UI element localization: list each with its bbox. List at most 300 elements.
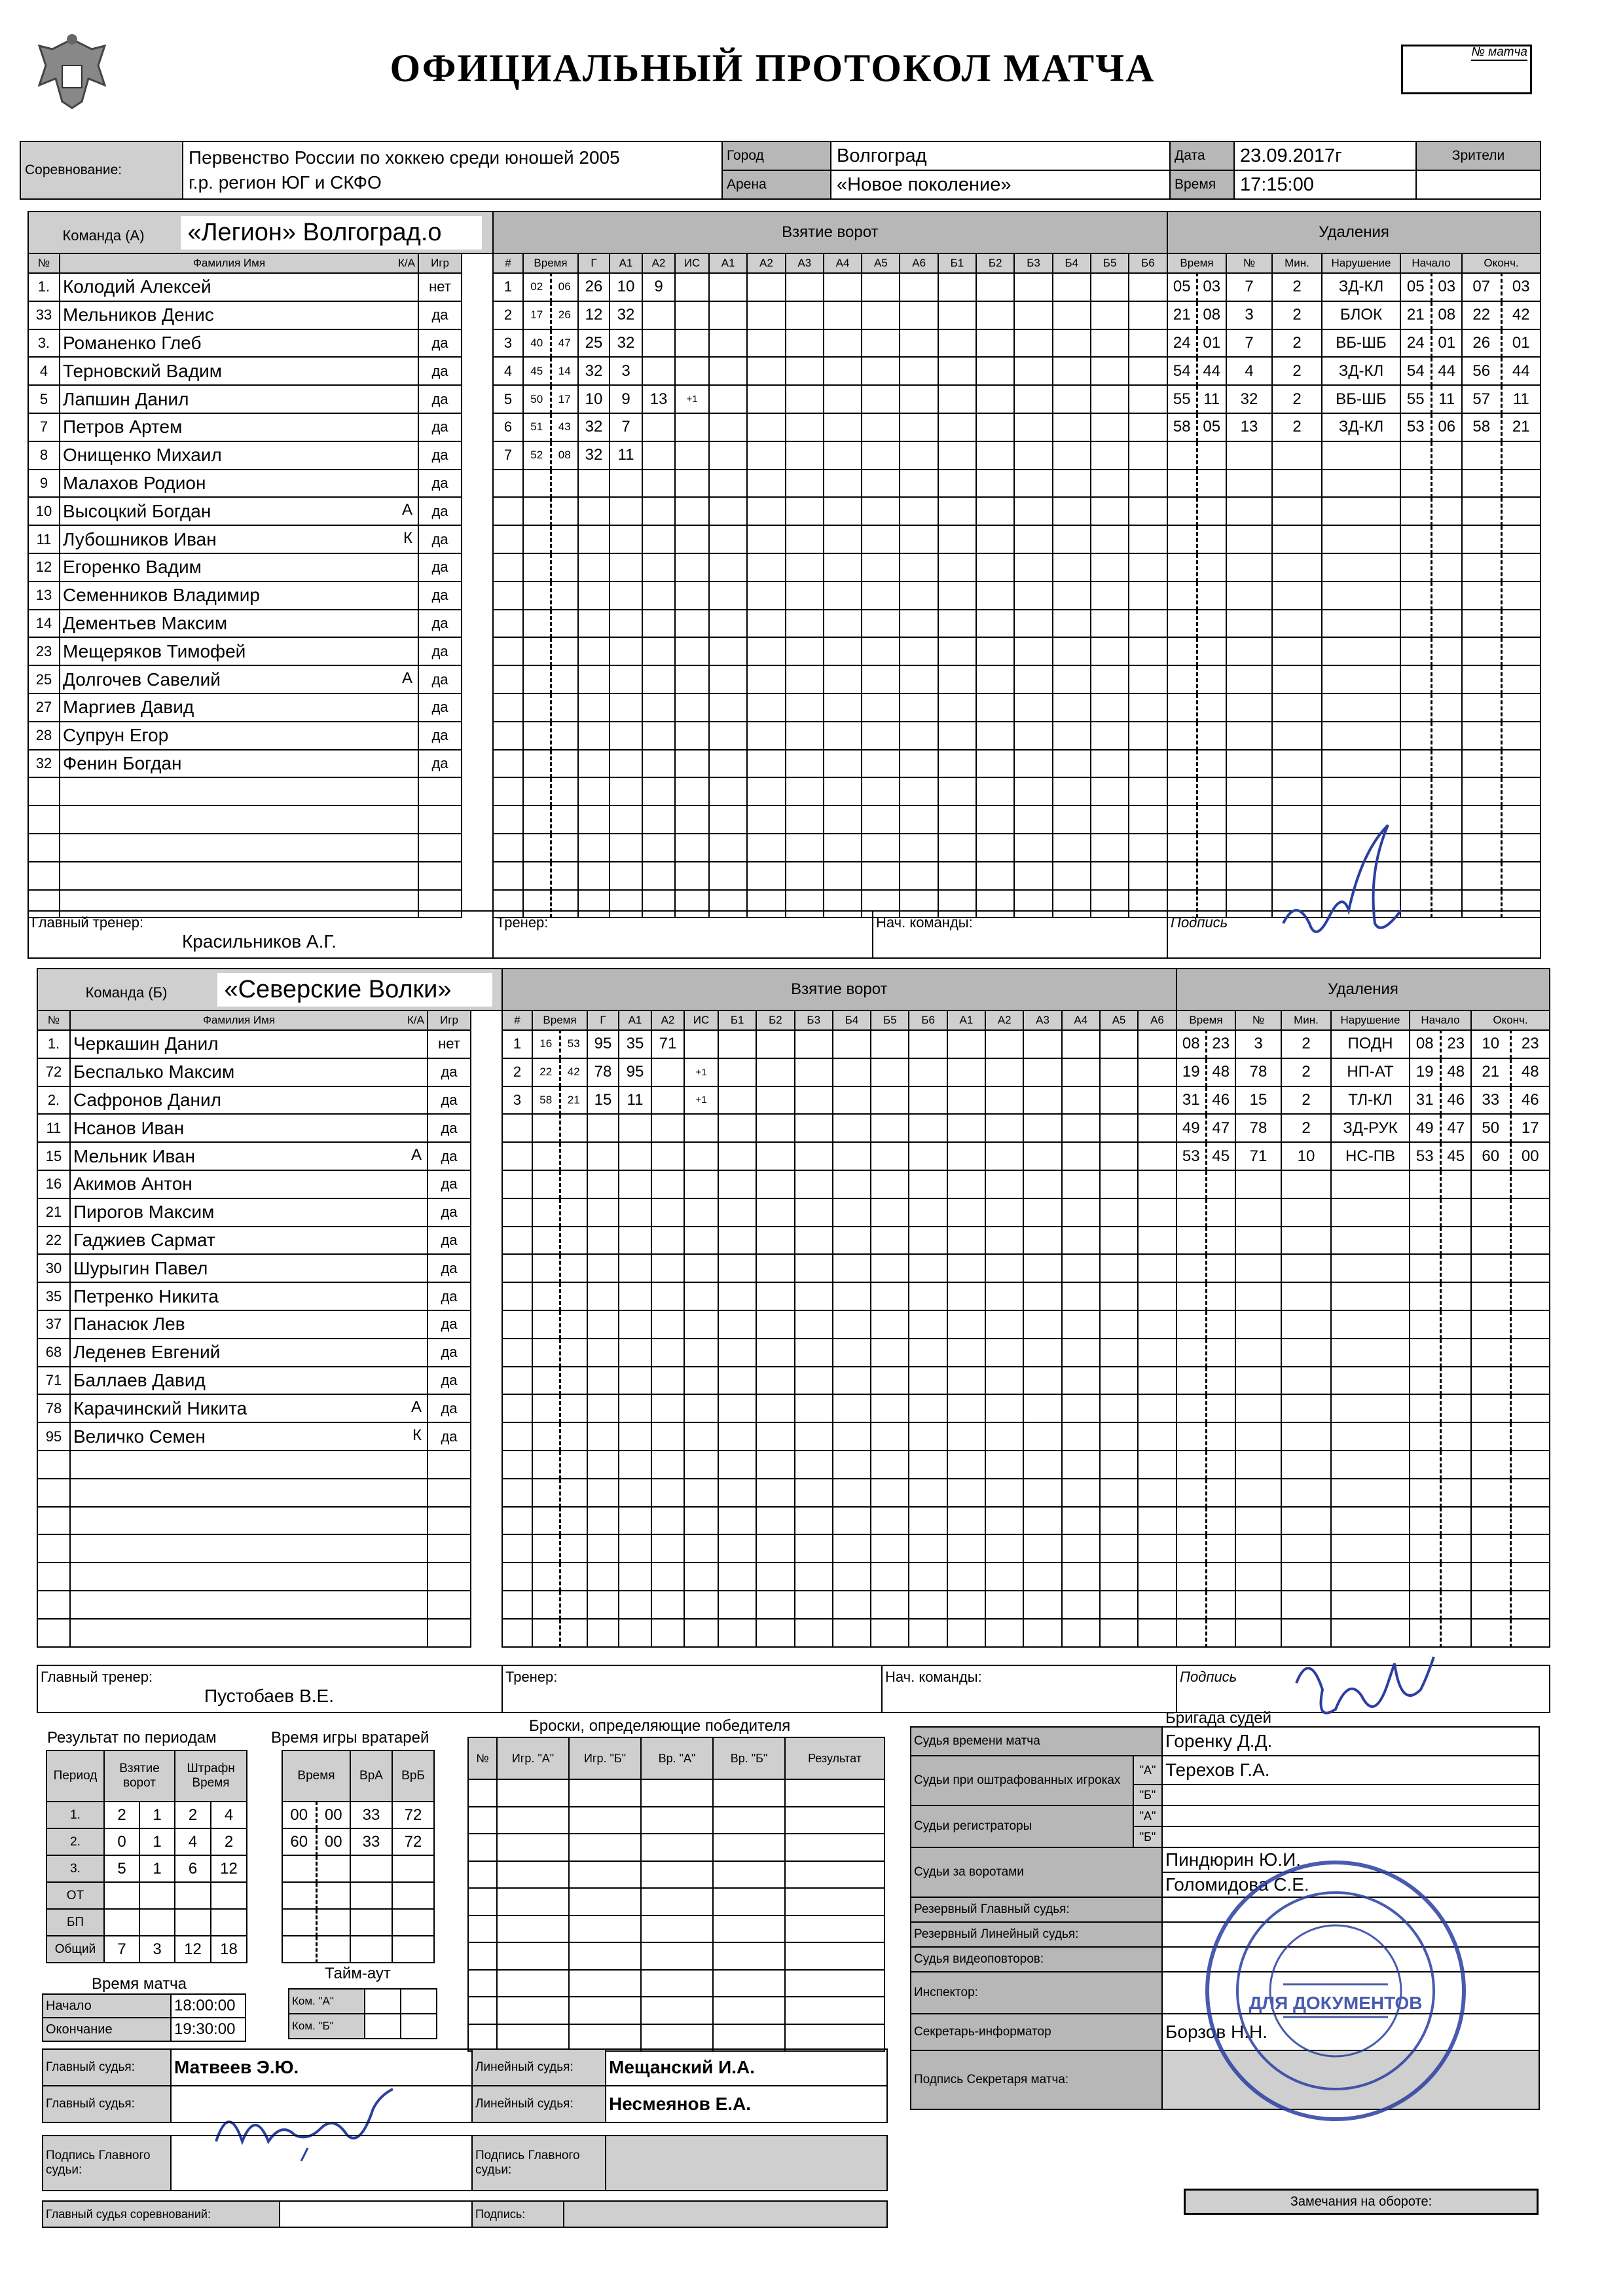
goal-extra-cell <box>1091 610 1129 638</box>
pen-infraction: НС-ПВ <box>1331 1142 1410 1170</box>
goal-extra-cell <box>833 1534 871 1563</box>
goal-assist-2 <box>642 441 675 470</box>
pen-minutes <box>1281 1282 1331 1310</box>
player-number: 8 <box>28 441 60 470</box>
officials-table <box>42 2048 888 2191</box>
pen-time-min <box>1176 1282 1206 1310</box>
shootout-cell <box>785 1834 884 1861</box>
player-played: нет <box>418 273 462 301</box>
timeout-a-sec <box>401 1989 437 2014</box>
pen-minutes <box>1272 497 1322 525</box>
pen-time-sec: 01 <box>1197 329 1226 358</box>
goal-extra-cell <box>756 1086 794 1115</box>
periods-hdr-goals: Взятие ворот <box>104 1750 175 1802</box>
goal-minute: 40 <box>523 329 551 358</box>
goal-extra-cell <box>947 1367 985 1395</box>
goalie-b <box>392 1909 434 1936</box>
shootout-row <box>468 1970 884 1997</box>
player-row <box>37 1282 502 1310</box>
penalty-row <box>1176 1310 1550 1339</box>
pen-player <box>1226 553 1272 582</box>
goal-extra-cell <box>824 413 862 441</box>
goal-second: 06 <box>551 273 578 301</box>
pen-infraction: ВБ-ШБ <box>1322 329 1400 358</box>
pen-start-min <box>1410 1282 1440 1310</box>
goal-extra-cell <box>1091 777 1129 805</box>
goal-extra-cell <box>1053 273 1091 301</box>
goal-situation <box>675 413 709 441</box>
goal-hdr-extra: Б4 <box>1053 253 1091 273</box>
goal-hdr-a1: А1 <box>610 253 642 273</box>
goal-second <box>560 1310 587 1339</box>
pen-infraction <box>1322 470 1400 498</box>
goal-extra-cell <box>756 1198 794 1227</box>
pen-time-min: 53 <box>1176 1142 1206 1170</box>
pen-time-min <box>1167 637 1197 665</box>
goal-minute: 58 <box>532 1086 560 1115</box>
goal-extra-cell <box>862 862 900 890</box>
video-label: Судья видеоповторов: <box>911 1947 1162 1972</box>
pen-minutes: 2 <box>1281 1114 1331 1142</box>
goal-scorer <box>578 497 610 525</box>
pen-time-sec <box>1197 525 1226 553</box>
goal-assist-2 <box>651 1310 684 1339</box>
goal-hdr-is: ИС <box>675 253 709 273</box>
goal-number <box>493 750 523 778</box>
goal-extra-cell <box>1091 385 1129 413</box>
goal-hdr-a1: А1 <box>619 1010 651 1030</box>
period-row <box>46 1882 247 1909</box>
shootout-cell <box>713 1888 785 1916</box>
penalty-judges-label: Судьи при оштрафованных игроках <box>911 1756 1133 1805</box>
goal-extra-cell <box>1023 1170 1061 1198</box>
goal-extra-cell <box>1100 1367 1138 1395</box>
pen-start-sec: 48 <box>1440 1058 1471 1086</box>
goal-assist-1: 3 <box>610 357 642 385</box>
goal-extra-cell <box>756 1030 794 1058</box>
goal-number <box>502 1563 532 1591</box>
goal-extra-cell <box>871 1619 909 1647</box>
goal-situation: +1 <box>684 1086 718 1115</box>
goal-extra-cell <box>871 1507 909 1535</box>
goal-scorer: 32 <box>578 413 610 441</box>
penalty-row <box>1167 385 1541 413</box>
goal-assist-2 <box>642 750 675 778</box>
pen-start-sec: 45 <box>1440 1142 1471 1170</box>
shootout-cell <box>497 1834 569 1861</box>
goal-extra-cell <box>709 301 747 329</box>
pen-end-sec <box>1510 1591 1550 1619</box>
pen-minutes: 2 <box>1272 385 1322 413</box>
team-a-pen-title: Удаления <box>1167 212 1541 253</box>
goal-extra-cell <box>947 1030 985 1058</box>
shootout-cell <box>569 1779 641 1807</box>
period-row <box>46 1936 247 1963</box>
goal-row <box>493 750 1167 778</box>
goal-assist-2 <box>642 470 675 498</box>
shootout-cell <box>569 1997 641 2024</box>
pen-time-min <box>1176 1479 1206 1507</box>
goal-number: 6 <box>493 413 523 441</box>
goal-extra-cell <box>985 1114 1023 1142</box>
goal-extra-cell <box>756 1114 794 1142</box>
goal-extra-cell <box>976 665 1014 694</box>
goal-extra-cell <box>1062 1534 1100 1563</box>
pen-time-sec <box>1197 665 1226 694</box>
penalty-row <box>1176 1227 1550 1255</box>
team-a-sign-label: Подпись <box>1171 914 1228 931</box>
goal-assist-2 <box>651 1339 684 1367</box>
goal-row <box>493 385 1167 413</box>
goal-extra-cell <box>1014 385 1052 413</box>
pen-end-min <box>1471 1563 1510 1591</box>
player-row <box>37 1451 502 1479</box>
pen-time-sec <box>1197 610 1226 638</box>
goal-extra-cell <box>1062 1507 1100 1535</box>
pen-time-min <box>1176 1170 1206 1198</box>
goal-extra-cell <box>1138 1254 1176 1282</box>
goal-second <box>551 805 578 834</box>
player-row <box>28 329 493 358</box>
team-a-head-coach-label: Главный тренер: <box>31 914 144 931</box>
goal-extra-cell <box>1100 1058 1138 1086</box>
penalty-judge-a: Терехов Г.А. <box>1162 1756 1539 1785</box>
pen-start-sec <box>1440 1507 1471 1535</box>
player-name: Карачинский Никита <box>73 1398 247 1418</box>
goal-extra-cell <box>1138 1282 1176 1310</box>
pen-player: 7 <box>1226 329 1272 358</box>
pen-infraction: ТЛ-КЛ <box>1331 1086 1410 1115</box>
pen-minutes <box>1281 1534 1331 1563</box>
pen-minutes <box>1281 1422 1331 1451</box>
goal-extra-cell <box>1129 722 1167 750</box>
goal-extra-cell <box>938 525 976 553</box>
goal-situation <box>684 1422 718 1451</box>
goal-extra-cell <box>709 750 747 778</box>
goal-hdr-g: Г <box>587 1010 619 1030</box>
goal-extra-cell <box>718 1479 756 1507</box>
goal-situation <box>675 750 709 778</box>
scorer-b <box>1162 1826 1539 1847</box>
player-number: 11 <box>37 1114 70 1142</box>
goal-extra-cell <box>786 553 824 582</box>
goal-extra-cell <box>1023 1507 1061 1535</box>
pen-start-min: 31 <box>1410 1086 1440 1115</box>
goal-hdr-extra: А1 <box>947 1010 985 1030</box>
goal-extra-cell <box>833 1198 871 1227</box>
player-name-cell <box>60 329 418 358</box>
player-row <box>37 1030 502 1058</box>
timeout-table <box>288 1988 437 2039</box>
team-b-head-coach-cell <box>37 1665 502 1713</box>
goal-extra-cell <box>909 1086 947 1115</box>
goal-extra-cell <box>1129 777 1167 805</box>
goal-extra-cell <box>1100 1114 1138 1142</box>
goal-scorer <box>587 1310 619 1339</box>
goal-extra-cell <box>1053 525 1091 553</box>
shootout-cell <box>713 1779 785 1807</box>
goal-extra-cell <box>1091 497 1129 525</box>
goal-extra-cell <box>938 329 976 358</box>
goal-extra-cell <box>709 834 747 862</box>
goal-extra-cell <box>871 1254 909 1282</box>
goal-extra-cell <box>756 1254 794 1282</box>
goal-situation <box>684 1227 718 1255</box>
goal-extra-cell <box>709 385 747 413</box>
pen-time-sec <box>1206 1507 1235 1535</box>
team-b-goals-title: Взятие ворот <box>502 969 1176 1010</box>
goal-extra-cell <box>900 413 938 441</box>
pen-start-sec <box>1440 1310 1471 1339</box>
goal-row <box>502 1394 1176 1422</box>
penalty-row <box>1167 722 1541 750</box>
pen-start-min: 49 <box>1410 1114 1440 1142</box>
goal-assist-2 <box>642 777 675 805</box>
pen-end-sec <box>1510 1310 1550 1339</box>
goal-assist-1 <box>619 1254 651 1282</box>
goal-assist-2 <box>651 1563 684 1591</box>
pen-hdr-start: Начало <box>1410 1010 1471 1030</box>
period-goals-a: 7 <box>104 1936 139 1963</box>
player-number: 4 <box>28 357 60 385</box>
period-row <box>46 1855 247 1882</box>
player-played: да <box>418 357 462 385</box>
goal-situation <box>684 1030 718 1058</box>
player-name: Терновский Вадим <box>63 360 223 381</box>
player-row <box>37 1310 502 1339</box>
goal-extra-cell <box>747 777 785 805</box>
goal-extra-cell <box>871 1451 909 1479</box>
goal-extra-cell <box>1014 329 1052 358</box>
pen-time-min <box>1176 1339 1206 1367</box>
penalty-row <box>1176 1422 1550 1451</box>
goal-extra-cell <box>1129 862 1167 890</box>
shootout-cell <box>641 1807 713 1834</box>
goal-extra-cell <box>1129 413 1167 441</box>
pen-time-min: 54 <box>1167 357 1197 385</box>
goal-extra-cell <box>985 1619 1023 1647</box>
goal-second: 47 <box>551 329 578 358</box>
player-name-cell <box>70 1030 428 1058</box>
pen-end-min <box>1462 805 1501 834</box>
pen-time-min <box>1167 665 1197 694</box>
pen-start-min <box>1410 1310 1440 1339</box>
pen-end-sec: 48 <box>1510 1058 1550 1086</box>
timekeeper-value: Горенку Д.Д. <box>1162 1727 1539 1756</box>
goal-extra-cell <box>938 665 976 694</box>
main-referee-1: Матвеев Э.Ю. <box>171 2049 472 2086</box>
penalty-row <box>1176 1170 1550 1198</box>
goal-extra-cell <box>1053 582 1091 610</box>
goal-second: 21 <box>560 1086 587 1115</box>
player-number: 5 <box>28 385 60 413</box>
pen-player <box>1235 1367 1281 1395</box>
player-number: 13 <box>28 582 60 610</box>
pen-end-sec <box>1510 1619 1550 1647</box>
goal-number: 3 <box>502 1086 532 1115</box>
goal-extra-cell <box>976 610 1014 638</box>
goal-situation <box>684 1170 718 1198</box>
goal-situation: +1 <box>684 1058 718 1086</box>
shootout-cell <box>641 1779 713 1807</box>
goal-assist-2 <box>642 301 675 329</box>
info-table <box>20 141 1541 200</box>
pen-player <box>1235 1422 1281 1451</box>
pen-player: 32 <box>1226 385 1272 413</box>
goal-extra-cell <box>833 1591 871 1619</box>
pen-minutes <box>1272 582 1322 610</box>
pen-time-min <box>1176 1534 1206 1563</box>
penalty-row <box>1167 637 1541 665</box>
goal-assist-1 <box>610 525 642 553</box>
shootout-cell <box>785 1807 884 1834</box>
goal-assist-2: 13 <box>642 385 675 413</box>
shootout-cell <box>497 1942 569 1970</box>
goal-row <box>502 1591 1176 1619</box>
goal-extra-cell <box>1023 1591 1061 1619</box>
player-played <box>428 1451 471 1479</box>
goal-minute <box>523 470 551 498</box>
penalty-row <box>1167 273 1541 301</box>
pen-time-sec <box>1197 497 1226 525</box>
goal-extra-cell <box>718 1254 756 1282</box>
player-name-cell <box>60 610 418 638</box>
goal-extra-cell <box>862 722 900 750</box>
goal-extra-cell <box>909 1422 947 1451</box>
shootout-cell <box>497 2024 569 2052</box>
goal-situation <box>684 1114 718 1142</box>
goal-extra-cell <box>833 1254 871 1282</box>
goal-extra-cell <box>985 1339 1023 1367</box>
goal-scorer: 32 <box>578 357 610 385</box>
match-time-table <box>42 1993 246 2042</box>
goal-number <box>493 610 523 638</box>
goal-extra-cell <box>1062 1086 1100 1115</box>
goal-extra-cell <box>900 553 938 582</box>
comp-sign-value <box>564 2201 887 2227</box>
goal-extra-cell <box>1023 1227 1061 1255</box>
goal-scorer <box>587 1534 619 1563</box>
goal-scorer <box>578 694 610 722</box>
player-name-cell <box>60 497 418 525</box>
period-label: 3. <box>46 1855 104 1882</box>
goal-extra-cell <box>795 1254 833 1282</box>
stamp-text: ДЛЯ ДОКУМЕНТОВ <box>1249 1993 1423 2013</box>
pen-end-min: 07 <box>1462 273 1501 301</box>
goal-extra-cell <box>909 1367 947 1395</box>
pen-player <box>1226 834 1272 862</box>
goal-extra-cell <box>1138 1367 1176 1395</box>
goal-extra-cell <box>718 1086 756 1115</box>
goal-row <box>502 1422 1176 1451</box>
player-row <box>28 441 493 470</box>
pen-time-sec <box>1197 722 1226 750</box>
pen-end-min <box>1471 1198 1510 1227</box>
goal-assist-2 <box>651 1198 684 1227</box>
goal-extra-cell <box>1138 1114 1176 1142</box>
pen-time-sec: 47 <box>1206 1114 1235 1142</box>
time-value: 17:15:00 <box>1234 170 1416 199</box>
player-played <box>428 1479 471 1507</box>
player-name: Петров Артем <box>63 417 183 437</box>
player-number <box>37 1479 70 1507</box>
player-number: 28 <box>28 722 60 750</box>
pen-end-sec <box>1501 497 1541 525</box>
goal-extra-cell <box>1062 1451 1100 1479</box>
goal-hdr-extra: Б5 <box>871 1010 909 1030</box>
goal-number: 1 <box>502 1030 532 1058</box>
shootout-hdr: Вр. "Б" <box>713 1737 785 1779</box>
goal-extra-cell <box>1138 1030 1176 1058</box>
goalie-change-min: 00 <box>282 1802 316 1828</box>
pen-end-sec <box>1501 610 1541 638</box>
player-name: Малахов Родион <box>63 472 206 493</box>
goal-extra-cell <box>1023 1479 1061 1507</box>
secretary-value: Борзов Н.Н. <box>1162 2014 1539 2050</box>
goal-situation <box>684 1394 718 1422</box>
goal-row <box>502 1030 1176 1058</box>
goal-row <box>493 637 1167 665</box>
player-played: да <box>418 301 462 329</box>
pen-time-min: 49 <box>1176 1114 1206 1142</box>
pen-end-min <box>1462 834 1501 862</box>
player-row <box>28 357 493 385</box>
goal-extra-cell <box>795 1058 833 1086</box>
goalie-a <box>350 1855 392 1882</box>
pen-start-min <box>1400 470 1431 498</box>
goal-assist-1 <box>610 694 642 722</box>
goal-extra-cell <box>1014 665 1052 694</box>
pen-end-min <box>1462 553 1501 582</box>
pen-time-min <box>1167 525 1197 553</box>
player-number: 23 <box>28 637 60 665</box>
pen-minutes: 2 <box>1272 329 1322 358</box>
goal-extra-cell <box>1129 637 1167 665</box>
goal-scorer <box>587 1198 619 1227</box>
pen-infraction: ЗД-КЛ <box>1322 273 1400 301</box>
goal-assist-1 <box>610 553 642 582</box>
penalty-row <box>1167 470 1541 498</box>
goal-extra-cell <box>1129 694 1167 722</box>
goal-extra-cell <box>1091 470 1129 498</box>
goal-situation <box>684 1142 718 1170</box>
goal-minute <box>532 1619 560 1647</box>
shootout-cell <box>641 1888 713 1916</box>
goal-extra-cell <box>1062 1619 1100 1647</box>
goal-extra-cell <box>909 1030 947 1058</box>
pen-end-min <box>1462 750 1501 778</box>
goal-minute <box>532 1142 560 1170</box>
goal-extra-cell <box>871 1142 909 1170</box>
goal-scorer <box>578 665 610 694</box>
goal-assist-2 <box>651 1591 684 1619</box>
pen-player: 4 <box>1226 357 1272 385</box>
pen-minutes <box>1281 1451 1331 1479</box>
pen-end-sec <box>1501 582 1541 610</box>
goal-extra-cell <box>1014 273 1052 301</box>
goal-number: 1 <box>493 273 523 301</box>
goal-extra-cell <box>747 834 785 862</box>
shootout-cell <box>569 1861 641 1889</box>
player-ka: К <box>412 1426 422 1444</box>
pen-end-sec <box>1510 1451 1550 1479</box>
goal-extra-cell <box>976 805 1014 834</box>
goal-assist-1 <box>619 1310 651 1339</box>
goal-extra-cell <box>871 1422 909 1451</box>
goal-number <box>493 525 523 553</box>
goal-number <box>502 1367 532 1395</box>
player-number <box>28 862 60 890</box>
